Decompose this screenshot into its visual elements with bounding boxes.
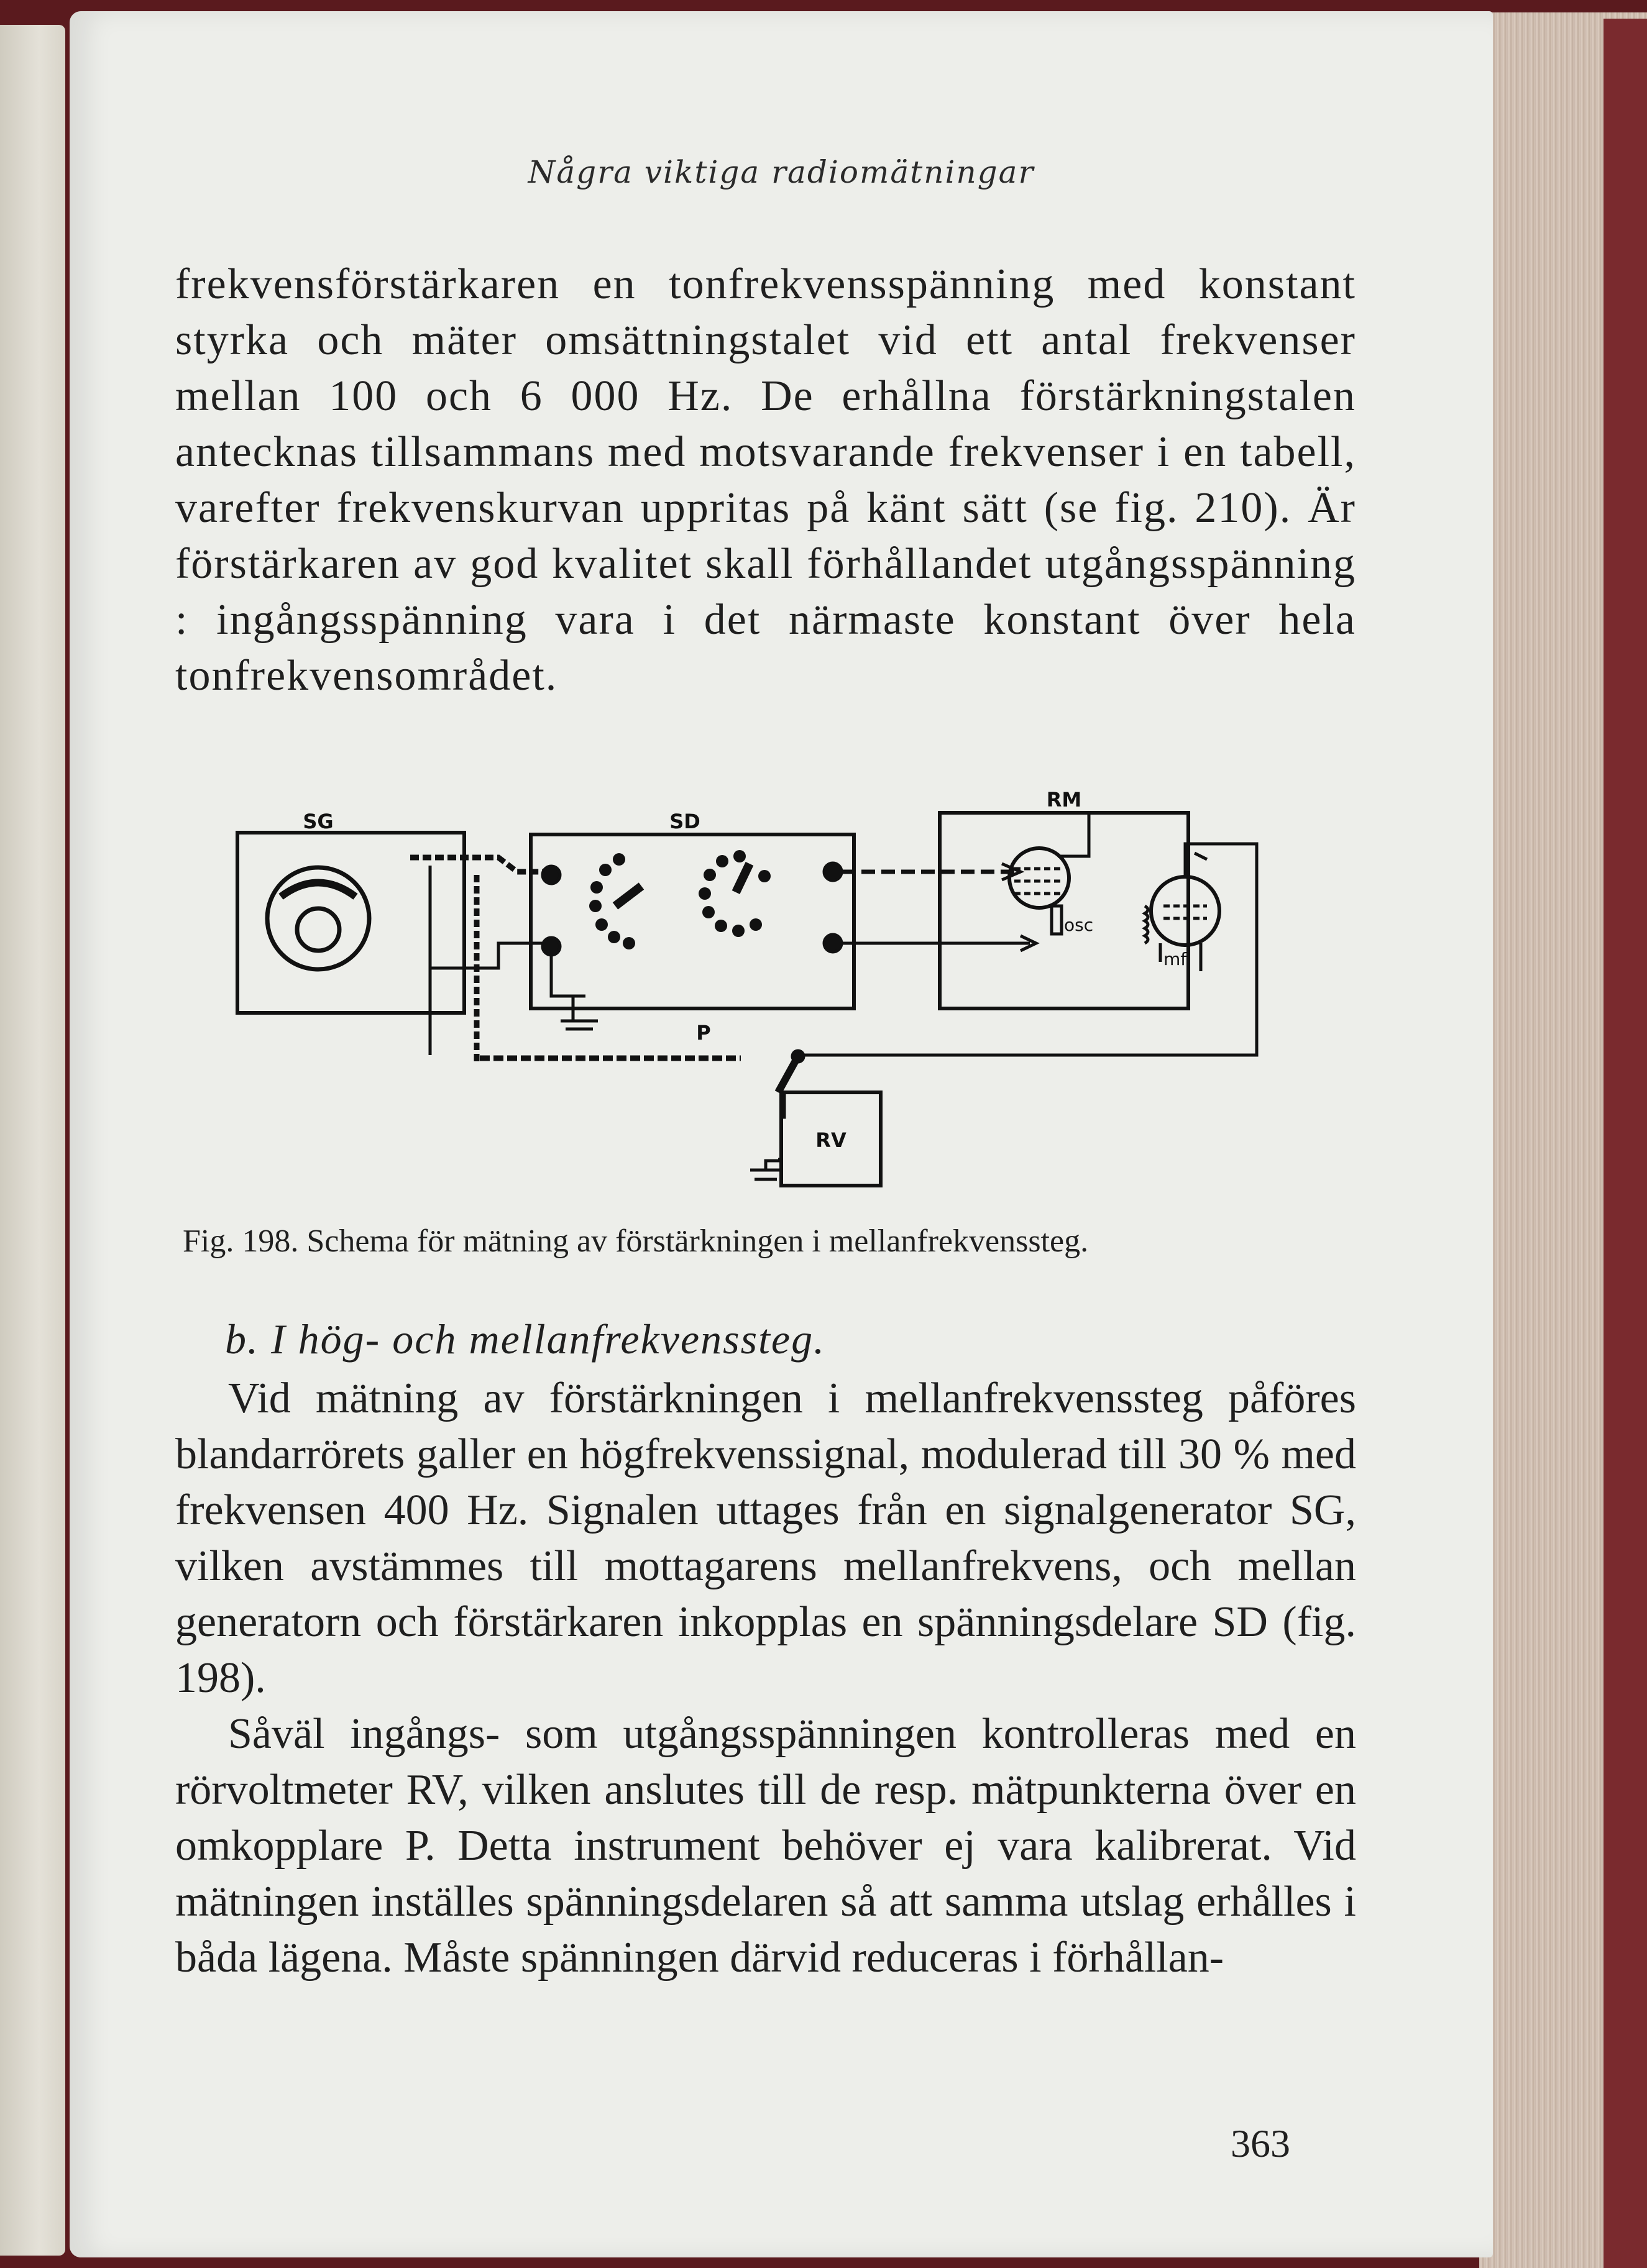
- label-sg: SG: [303, 810, 334, 833]
- label-rv: RV: [815, 1128, 846, 1152]
- label-sd: SD: [669, 810, 700, 833]
- circuit-diagram: [70, 11, 1493, 1229]
- page-number: 363: [1231, 2121, 1290, 2165]
- book-cover-edge: [1603, 19, 1647, 2268]
- label-osc: osc: [1064, 915, 1094, 935]
- label-p: P: [696, 1021, 711, 1045]
- voltage-divider-box: [531, 834, 854, 1008]
- book-page: [70, 11, 1493, 2257]
- previous-page-edge: [0, 25, 65, 2256]
- label-rm: RM: [1046, 788, 1082, 812]
- paragraph-3: Såväl ingångs- som utgångsspänningen kontrolleras med en rörvoltmeter RV, vilken anslutes till de resp. mätpunkterna över en omkopplare P. Detta instrument behöver ej vara kalibrerat. Vid mätningen inställes spänningsdelaren så att samma utslag erhålles i båda lägena. Måste spänningen därvid reduceras i förhållan-: [175, 1710, 1356, 1982]
- running-head: Några viktiga radiomätningar: [528, 154, 1035, 190]
- section-subheading: b. I hög- och mellanfrekvenssteg.: [225, 1315, 826, 1363]
- figure-caption: Fig. 198. Schema för mätning av förstärkningen i mellanfrekvenssteg.: [183, 1223, 1089, 1259]
- label-mf: mf: [1163, 949, 1187, 969]
- paragraph-2: Vid mätning av förstärkningen i mellanfrekvenssteg påföres blandarrörets galler en högfrekvenssignal, modulerad till 30 % med frekvensen 400 Hz. Signalen uttages från en signalgenerator SG, vilken avstämmes till mottagarens mellanfrekvens, och mellan generatorn och förstärkaren inkopplas en spänningsdelare SD (fig. 198).: [175, 1374, 1356, 1702]
- paragraph-1: frekvensförstärkaren en tonfrekvensspänning med konstant styrka och mäter omsättningstalet vid ett antal frekvenser mellan 100 och 6 000 Hz. De erhållna förstärkningstalen antecknas tillsammans med motsvarande frekvenser i en tabell, varefter frekvenskurvan uppritas på känt sätt (se fig. 210). Är förstärkaren av god kvalitet skall förhållandet utgångsspänning : ingångsspänning vara i det närmaste konstant över hela tonfrekvensområdet.: [175, 260, 1356, 700]
